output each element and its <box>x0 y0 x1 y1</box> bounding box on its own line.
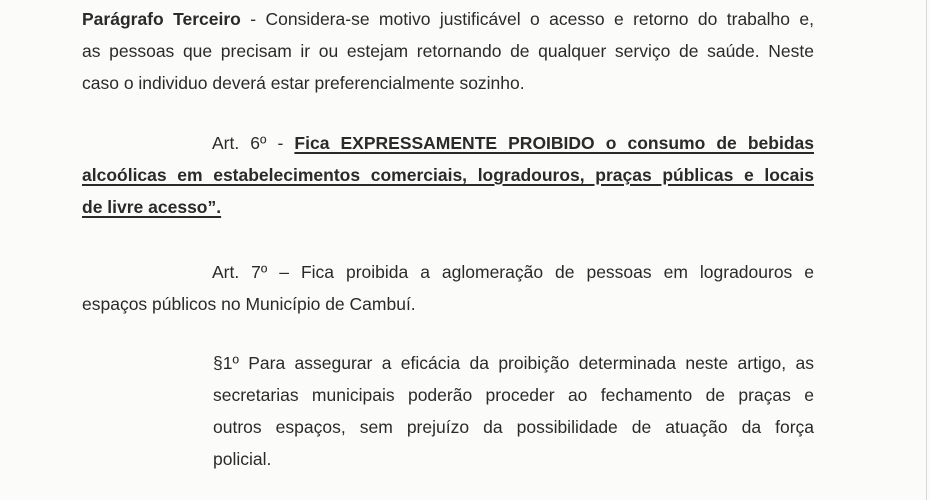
artigo-7 <box>82 256 814 320</box>
paragrafo-terceiro-line-3: caso o individuo deverá estar preferencialmente sozinho. <box>82 73 525 93</box>
artigo-6-text-1: Fica EXPRESSAMENTE PROIBIDO o consumo de bebidas <box>294 133 814 153</box>
artigo-7-p1-line-3: outros espaços, sem prejuízo da possibilidade de atuação da força <box>213 417 814 437</box>
page-edge-divider <box>926 0 927 500</box>
artigo-7-p1-line-1: §1º Para assegurar a eficácia da proibição determinada neste artigo, as <box>213 353 814 373</box>
paragrafo-terceiro-line-2: as pessoas que precisam ir ou estejam retornando de qualquer serviço de saúde. Neste <box>82 41 814 61</box>
artigo-7-paragrafo-1 <box>213 347 814 475</box>
artigo-7-line-2: espaços públicos no Município de Cambuí. <box>82 294 416 314</box>
artigo-6-line-3 <box>82 191 814 223</box>
artigo-6-text-3: de livre acesso”. <box>82 197 222 217</box>
artigo-6 <box>82 127 814 223</box>
artigo-7-p1-line-4: policial. <box>213 449 272 469</box>
artigo-7-p1-line-2: secretarias municipais poderão proceder ao fechamento de praças e <box>213 385 814 405</box>
paragrafo-terceiro <box>82 3 814 99</box>
paragrafo-terceiro-text-1: - Considera-se motivo justificável o acesso e retorno do trabalho e, <box>240 9 814 29</box>
artigo-6-label: Art. 6º - <box>212 133 295 153</box>
paragrafo-terceiro-label: Parágrafo Terceiro <box>82 9 241 29</box>
paragrafo-terceiro-line-1 <box>82 3 814 35</box>
artigo-6-line-1 <box>82 127 814 159</box>
artigo-6-line-2: alcoólicas em estabelecimentos comerciais, logradouros, praças públicas e locais <box>82 165 814 185</box>
artigo-7-line-1: Art. 7º – Fica proibida a aglomeração de pessoas em logradouros e <box>212 262 814 282</box>
